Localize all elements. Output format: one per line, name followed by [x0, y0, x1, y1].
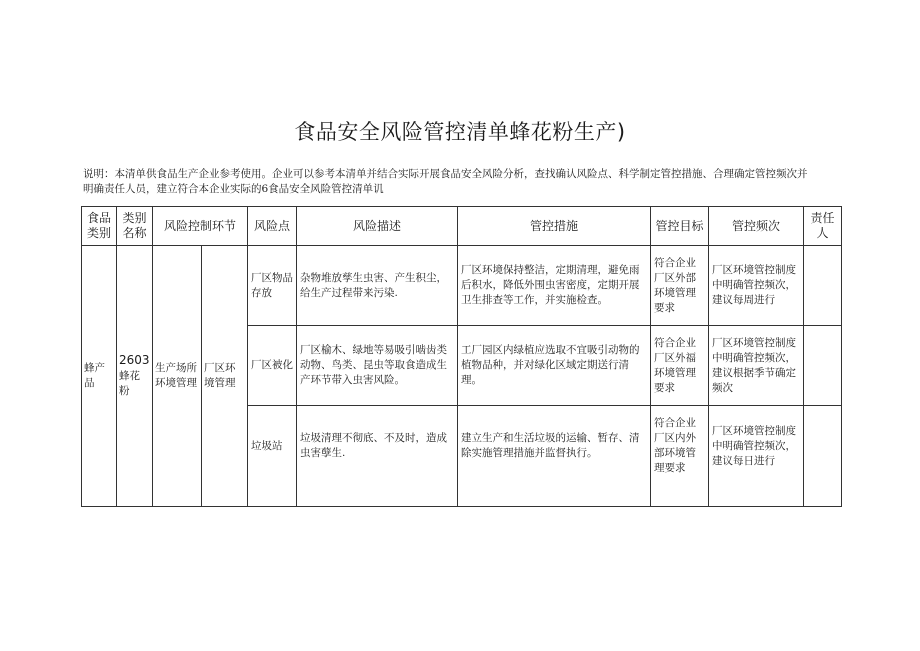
description-note	[83, 167, 843, 197]
table-header-row	[82, 207, 842, 246]
risk-desc-column	[297, 246, 458, 507]
note-line-2: 明确责任人员，建立符合本企业实际的6食品安全风险管控清单讥	[83, 183, 384, 195]
control-target: 符合企业厂区内外部环境管理要求	[654, 417, 697, 474]
control-target: 符合企业厂区外福环境管理要求	[651, 326, 708, 406]
header-food-category: 食品类别	[82, 207, 117, 246]
control-measure: 建立生产和生活垃圾的运输、暂存、清除实施管理措施并监督执行。	[461, 432, 640, 459]
control-stage-sub: 厂区环境管理	[202, 246, 248, 507]
category-name: 蜂花粉	[119, 370, 140, 397]
risk-desc: 垃圾清理不彻底、不及时，造成虫害孽生.	[300, 432, 448, 459]
responsible-person	[804, 246, 841, 326]
header-measures: 管控措施	[458, 207, 651, 246]
risk-desc: 杂物堆放孳生虫害、产生积尘，给生产过程带来污染.	[297, 246, 457, 326]
header-risk-point: 风险点	[248, 207, 297, 246]
control-frequency: 厂区环境管控制度中明确管控频次，建议每日进行	[712, 424, 797, 467]
control-frequency: 厂区环境管控制度中明确管控频次，建议每周进行	[709, 246, 803, 326]
frequency-column	[709, 246, 804, 507]
table-body-row	[82, 246, 842, 507]
responsible-person	[804, 406, 841, 487]
control-frequency: 厂区环境管控制度中明确管控频次，建议根据季节确定频次	[709, 326, 803, 406]
risk-control-table	[81, 206, 842, 507]
control-target: 符合企业厂区外部环境管理要求	[651, 246, 708, 326]
risk-point-column	[248, 246, 297, 507]
note-line-1: 说明：本清单供食品生产企业参考使用。企业可以参考本清单并结合实际开展食品安全风险分析，查找确认风险点、科学制定管控措施、合理确定管控频次并	[83, 168, 808, 180]
food-category-cell: 蜂产品	[82, 246, 117, 507]
control-measure: 工厂园区内绿植应选取不宜吸引动物的植物品种，并对绿化区域定期送行清理。	[458, 326, 650, 406]
header-frequency: 管控频次	[709, 207, 804, 246]
header-target: 管控目标	[651, 207, 709, 246]
header-risk-desc: 风险描述	[297, 207, 458, 246]
page-title: 食品安全风险管控清单蜂花粉生产)	[294, 120, 626, 144]
risk-point: 厂区物品存放	[248, 246, 296, 326]
risk-point: 厂区被化	[248, 326, 296, 406]
responsible-column	[804, 246, 842, 507]
risk-desc: 厂区榆木、绿地等易吸引啮齿类动物、鸟类、昆虫等取食造成生产环节带入虫害风险。	[297, 326, 457, 406]
category-name-cell	[117, 246, 153, 507]
measures-column	[458, 246, 651, 507]
control-measure: 厂区环境保持整洁，定期清理，避免雨后积水，降低外围虫害密度，定期开展卫生排查等工作，并实施检查。	[458, 246, 650, 326]
target-column	[651, 246, 709, 507]
responsible-person	[804, 326, 841, 406]
header-category-name: 类别名称	[117, 207, 153, 246]
header-control-stage: 风险控制环节	[153, 207, 248, 246]
category-code: 2603	[119, 353, 150, 367]
risk-point: 垃圾站	[251, 439, 283, 452]
header-responsible: 责任人	[804, 207, 842, 246]
control-stage-main: 生产场所环境管理	[153, 246, 202, 507]
